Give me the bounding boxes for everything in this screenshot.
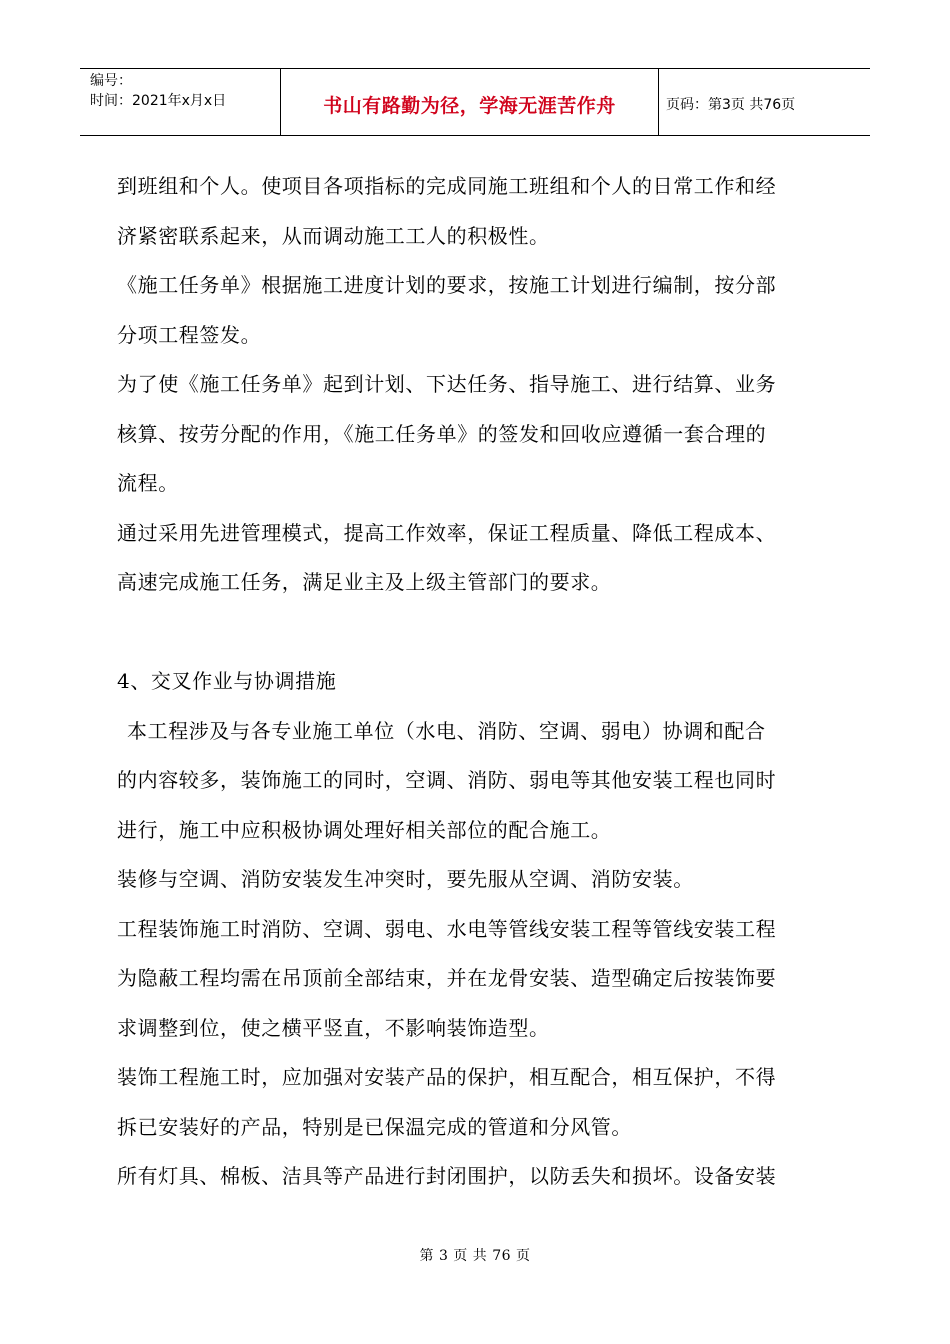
body-line: 流程。 [117, 471, 179, 495]
header-motto-cell [281, 69, 659, 135]
page-header [80, 68, 870, 136]
footer-page-number: 第 3 页 共 76 页 [419, 1248, 531, 1264]
body-line: 求调整到位，使之横平竖直，不影响装饰造型。 [117, 1015, 550, 1040]
page-footer [0, 1245, 950, 1265]
body-line: 本工程涉及与各专业施工单位（水电、消防、空调、弱电）协调和配合 [127, 718, 766, 743]
body-line: 进行，施工中应积极协调处理好相关部位的配合施工。 [117, 817, 612, 842]
body-line: 装饰工程施工时，应加强对安装产品的保护，相互配合，相互保护，不得 [117, 1065, 777, 1089]
body-line: 高速完成施工任务，满足业主及上级主管部门的要求。 [117, 570, 612, 594]
body-line: 分项工程签发。 [117, 322, 262, 347]
body-line: 的内容较多，装饰施工的同时，空调、消防、弱电等其他安装工程也同时 [117, 768, 777, 792]
doc-number: 编号： [90, 73, 132, 89]
body-line: 拆已安装好的产品，特别是已保温完成的管道和分风管。 [117, 1114, 632, 1139]
body-line: 为了使《施工任务单》起到计划、下达任务、指导施工、进行结算、业务 [117, 372, 777, 396]
doc-time: 时间：2021年x月x日 [90, 93, 227, 109]
blank-line [117, 608, 837, 658]
body-line: 为隐蔽工程均需在吊顶前全部结束，并在龙骨安装、造型确定后按装饰要 [117, 966, 777, 990]
body-line: 核算、按劳分配的作用，《施工任务单》的签发和回收应遵循一套合理的 [117, 421, 767, 446]
body-line: 所有灯具、棉板、洁具等产品进行封闭围护，以防丢失和损坏。设备安装 [117, 1164, 777, 1188]
header-meta [80, 69, 281, 135]
body-line: 到班组和个人。使项目各项指标的完成同施工班组和个人的日常工作和经 [117, 174, 777, 198]
body-line: 《施工任务单》根据施工进度计划的要求，按施工计划进行编制，按分部 [117, 273, 777, 297]
body-line: 济紧密联系起来，从而调动施工工人的积极性。 [117, 223, 550, 248]
section-heading: 4、交叉作业与协调措施 [117, 669, 337, 693]
motto-text: 书山有路勤为径，学海无涯苦作舟 [323, 94, 616, 117]
body-line: 通过采用先进管理模式，提高工作效率，保证工程质量、降低工程成本、 [117, 520, 777, 545]
body-line: 装修与空调、消防安装发生冲突时，要先服从空调、消防安装。 [117, 867, 694, 891]
document-body [117, 162, 837, 1202]
header-page-cell [659, 69, 870, 135]
body-line: 工程装饰施工时消防、空调、弱电、水电等管线安装工程等管线安装工程 [117, 916, 777, 941]
page-info: 页码：第3页 共76页 [666, 97, 796, 113]
